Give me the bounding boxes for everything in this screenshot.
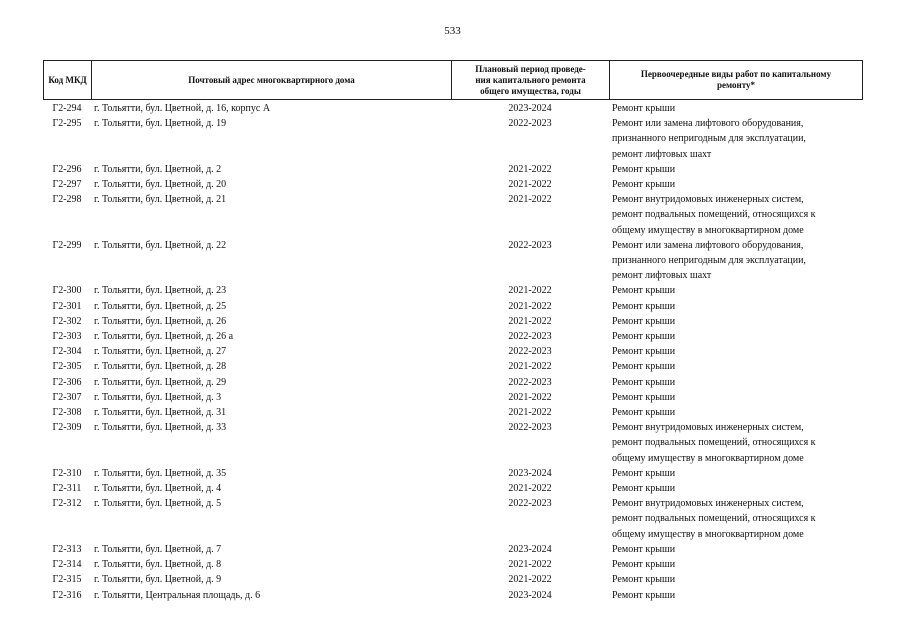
cell-code: Г2-296 (52, 163, 82, 175)
table-row (43, 192, 862, 238)
cell-period: 2023-2024 (508, 543, 552, 555)
table-row (43, 481, 862, 496)
cell-period: 2021-2022 (508, 391, 552, 403)
cell-period: 2021-2022 (508, 300, 552, 312)
cell-work: Ремонт крыши (612, 574, 676, 586)
header-period: Плановый период проведе- ния капитального ремонта общего имущества, годы (452, 61, 610, 100)
cell-address: г. Тольятти, бул. Цветной, д. 4 (94, 483, 222, 495)
table-row (43, 496, 862, 542)
table-row (43, 299, 862, 314)
cell-code: Г2-304 (52, 346, 82, 358)
cell-code: Г2-295 (52, 118, 82, 130)
table-row (43, 329, 862, 344)
table-row (43, 405, 862, 420)
cell-period: 2021-2022 (508, 163, 552, 175)
table-row (43, 101, 862, 116)
cell-address: г. Тольятти, бул. Цветной, д. 9 (94, 574, 222, 586)
cell-work: Ремонт крыши (612, 391, 676, 403)
cell-address: г. Тольятти, бул. Цветной, д. 33 (94, 422, 227, 434)
cell-code: Г2-309 (52, 422, 82, 434)
cell-work: Ремонт внутридомовых инженерных систем, ремонт подвальных помещений, относящихся к общему имуществу в многоквартирном доме (612, 422, 816, 464)
cell-code: Г2-316 (52, 589, 82, 601)
cell-address: г. Тольятти, бул. Цветной, д. 35 (94, 467, 227, 479)
cell-address: г. Тольятти, бул. Цветной, д. 20 (94, 179, 227, 191)
cell-code: Г2-303 (52, 331, 82, 343)
cell-work: Ремонт крыши (612, 483, 676, 495)
cell-code: Г2-302 (52, 315, 82, 327)
cell-period: 2023-2024 (508, 589, 552, 601)
cell-address: г. Тольятти, бул. Цветной, д. 26 (94, 315, 227, 327)
cell-address: г. Тольятти, бул. Цветной, д. 21 (94, 194, 227, 206)
cell-work: Ремонт крыши (612, 559, 676, 571)
cell-address: г. Тольятти, бул. Цветной, д. 19 (94, 118, 227, 130)
table-row (43, 557, 862, 572)
cell-address: г. Тольятти, Центральная площадь, д. 6 (94, 589, 261, 601)
table-row (43, 542, 862, 557)
table-row (43, 238, 862, 284)
cell-code: Г2-307 (52, 391, 82, 403)
table-row (43, 283, 862, 298)
table-row (43, 572, 862, 587)
cell-period: 2021-2022 (508, 194, 552, 206)
cell-address: г. Тольятти, бул. Цветной, д. 3 (94, 391, 222, 403)
cell-work: Ремонт внутридомовых инженерных систем, ремонт подвальных помещений, относящихся к общему имуществу в многоквартирном доме (612, 498, 816, 540)
table-body (43, 101, 862, 603)
cell-code: Г2-310 (52, 467, 82, 479)
cell-code: Г2-298 (52, 194, 82, 206)
cell-period: 2023-2024 (508, 467, 552, 479)
cell-period: 2021-2022 (508, 285, 552, 297)
cell-work: Ремонт крыши (612, 543, 676, 555)
cell-work: Ремонт или замена лифтового оборудования, признанного непригодным для эксплуатации, ремонт лифтовых шахт (612, 118, 806, 160)
cell-address: г. Тольятти, бул. Цветной, д. 16, корпус А (94, 103, 271, 114)
table-row (43, 177, 862, 192)
cell-work: Ремонт крыши (612, 179, 676, 191)
cell-address: г. Тольятти, бул. Цветной, д. 23 (94, 285, 227, 297)
cell-address: г. Тольятти, бул. Цветной, д. 26 а (94, 331, 234, 343)
table-row (43, 420, 862, 466)
cell-work: Ремонт крыши (612, 589, 676, 601)
cell-work: Ремонт крыши (612, 346, 676, 358)
cell-address: г. Тольятти, бул. Цветной, д. 27 (94, 346, 227, 358)
table-row (43, 390, 862, 405)
table-row (43, 375, 862, 390)
cell-period: 2023-2024 (508, 103, 552, 114)
cell-period: 2021-2022 (508, 315, 552, 327)
cell-code: Г2-301 (52, 300, 82, 312)
cell-code: Г2-312 (52, 498, 82, 510)
cell-work: Ремонт крыши (612, 163, 676, 175)
cell-address: г. Тольятти, бул. Цветной, д. 25 (94, 300, 227, 312)
cell-code: Г2-311 (52, 483, 82, 495)
table-header (43, 60, 863, 100)
cell-address: г. Тольятти, бул. Цветной, д. 5 (94, 498, 222, 510)
cell-work: Ремонт крыши (612, 285, 676, 297)
cell-code: Г2-313 (52, 543, 82, 555)
cell-period: 2022-2023 (508, 118, 552, 130)
cell-address: г. Тольятти, бул. Цветной, д. 8 (94, 559, 222, 571)
cell-work: Ремонт крыши (612, 300, 676, 312)
page-number: 533 (444, 25, 461, 37)
cell-work: Ремонт крыши (612, 361, 676, 373)
cell-work: Ремонт крыши (612, 407, 676, 419)
cell-period: 2022-2023 (508, 376, 552, 388)
cell-work: Ремонт крыши (612, 103, 676, 114)
cell-work: Ремонт крыши (612, 331, 676, 343)
cell-code: Г2-306 (52, 376, 82, 388)
cell-work: Ремонт крыши (612, 376, 676, 388)
cell-code: Г2-314 (52, 559, 82, 571)
cell-period: 2022-2023 (508, 498, 552, 510)
cell-period: 2021-2022 (508, 559, 552, 571)
table-row (43, 344, 862, 359)
cell-code: Г2-300 (52, 285, 82, 297)
cell-address: г. Тольятти, бул. Цветной, д. 22 (94, 239, 227, 251)
table-row (43, 466, 862, 481)
cell-period: 2021-2022 (508, 407, 552, 419)
cell-period: 2022-2023 (508, 239, 552, 251)
cell-address: г. Тольятти, бул. Цветной, д. 29 (94, 376, 227, 388)
table-row (43, 314, 862, 329)
cell-period: 2021-2022 (508, 179, 552, 191)
header-code: Код МКД (44, 61, 92, 100)
cell-code: Г2-315 (52, 574, 82, 586)
cell-period: 2022-2023 (508, 331, 552, 343)
cell-period: 2022-2023 (508, 422, 552, 434)
header-work: Первоочередные виды работ по капитальному ремонту* (610, 61, 863, 100)
table-row (43, 588, 862, 603)
cell-address: г. Тольятти, бул. Цветной, д. 7 (94, 543, 222, 555)
cell-code: Г2-299 (52, 239, 82, 251)
cell-period: 2021-2022 (508, 483, 552, 495)
cell-work: Ремонт или замена лифтового оборудования, признанного непригодным для эксплуатации, ремонт лифтовых шахт (612, 239, 806, 282)
header-address: Почтовый адрес многоквартирного дома (92, 61, 452, 100)
cell-address: г. Тольятти, бул. Цветной, д. 2 (94, 163, 222, 175)
cell-period: 2021-2022 (508, 361, 552, 373)
cell-code: Г2-305 (52, 361, 82, 373)
cell-address: г. Тольятти, бул. Цветной, д. 28 (94, 361, 227, 373)
table-row (43, 116, 862, 162)
cell-work: Ремонт внутридомовых инженерных систем, ремонт подвальных помещений, относящихся к общему имуществу в многоквартирном доме (612, 194, 816, 236)
cell-code: Г2-308 (52, 407, 82, 419)
cell-code: Г2-297 (52, 179, 82, 191)
cell-address: г. Тольятти, бул. Цветной, д. 31 (94, 407, 227, 419)
cell-code: Г2-294 (52, 103, 82, 114)
cell-period: 2021-2022 (508, 574, 552, 586)
cell-work: Ремонт крыши (612, 467, 676, 479)
table-row (43, 359, 862, 374)
cell-work: Ремонт крыши (612, 315, 676, 327)
cell-period: 2022-2023 (508, 346, 552, 358)
table-row (43, 162, 862, 177)
